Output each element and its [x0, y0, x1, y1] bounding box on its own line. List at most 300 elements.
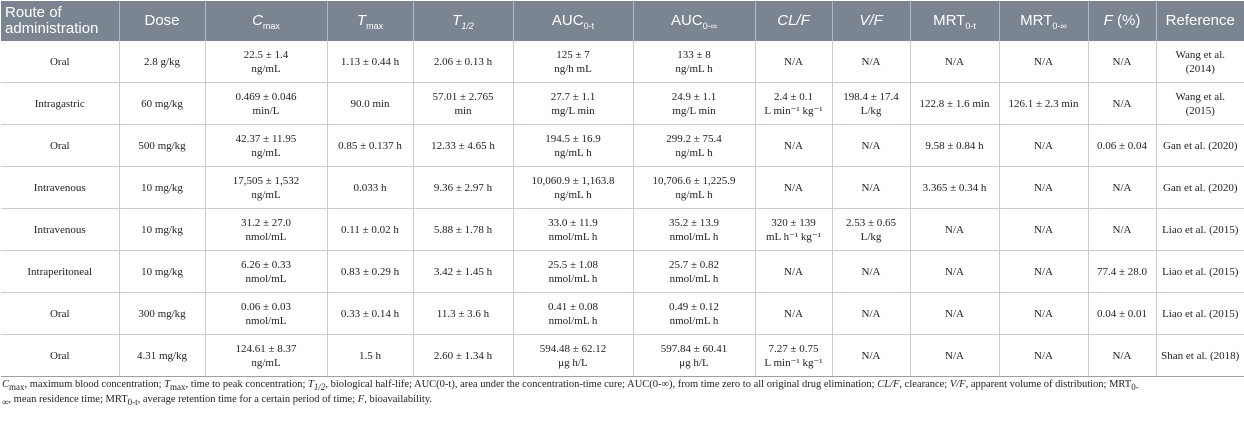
cell-t12	[413, 251, 513, 293]
cell-mrt0inf	[999, 167, 1088, 209]
header-dose-label: Dose	[144, 12, 180, 29]
cell-auc0t-line: 194.5 ± 16.9	[545, 132, 601, 145]
cell-auc0inf	[633, 83, 755, 125]
cell-clf-line: 7.27 ± 0.75	[768, 342, 819, 355]
cell-vf	[832, 293, 910, 335]
cell-dose-text: 10 mg/kg	[141, 265, 183, 278]
header-auc0t-subscript: 0-t	[583, 21, 595, 31]
cell-auc0inf-line: 25.7 ± 0.82	[668, 258, 720, 271]
cell-tmax-line: 0.033 h	[353, 181, 387, 194]
cell-mrt0inf-line: N/A	[1034, 349, 1053, 362]
cell-dose	[119, 83, 205, 125]
header-route-label: Route of administration	[5, 4, 99, 37]
cell-tmax	[327, 209, 413, 251]
cell-dose-text: 2.8 g/kg	[143, 55, 181, 68]
cell-mrt0t	[910, 335, 999, 377]
cell-mrt0t	[910, 167, 999, 209]
cell-reference	[1156, 209, 1244, 251]
cell-f-line: N/A	[1112, 181, 1132, 194]
cell-t12-line: 2.60 ± 1.34 h	[433, 349, 493, 362]
fn-mrtinf-symbol: MRT	[1109, 379, 1132, 390]
cell-auc0t-line: 27.7 ± 1.1	[550, 90, 596, 103]
cell-route-text: Oral	[49, 349, 70, 362]
header-tmax-subscript: max	[366, 21, 384, 31]
cell-clf	[755, 41, 832, 83]
cell-auc0inf	[633, 335, 755, 377]
cell-reference-text: Liao et al. (2015)	[1162, 307, 1239, 320]
cell-auc0inf	[633, 293, 755, 335]
cell-t12-line: 2.06 ± 0.13 h	[433, 55, 493, 68]
cell-tmax-line: 0.85 ± 0.137 h	[338, 139, 402, 152]
cell-f	[1088, 209, 1156, 251]
cell-vf-line: N/A	[861, 265, 881, 278]
cell-cmax-line: nmol/mL	[245, 272, 287, 285]
table-body	[1, 41, 1244, 377]
header-reference-label: Reference	[1165, 12, 1235, 29]
cell-auc0inf-line: nmol/mL h	[669, 314, 719, 327]
cell-route-text: Oral	[49, 307, 70, 320]
cell-auc0inf-line: 597.84 ± 60.41	[660, 342, 728, 355]
fn-mrtt-desc: , average retention time for a certain period of time;	[137, 394, 358, 405]
cell-auc0inf-line: nmol/mL h	[669, 230, 719, 243]
cell-cmax-line: 0.06 ± 0.03	[240, 300, 292, 313]
cell-reference	[1156, 293, 1244, 335]
cell-vf-line: N/A	[861, 139, 881, 152]
fn-mrtt-subscript: 0-t	[127, 397, 138, 408]
header-row	[1, 1, 1244, 41]
cell-vf-line: N/A	[861, 181, 881, 194]
cell-mrt0inf-line: N/A	[1034, 265, 1053, 278]
cell-auc0t-line: 25.5 ± 1.08	[547, 258, 599, 271]
cell-auc0inf-line: ng/mL h	[675, 146, 713, 159]
cell-clf	[755, 125, 832, 167]
cell-f	[1088, 41, 1156, 83]
cell-clf	[755, 167, 832, 209]
cell-mrt0inf-line: 126.1 ± 2.3 min	[1008, 97, 1079, 110]
cell-auc0t	[513, 251, 633, 293]
cell-route	[1, 83, 119, 125]
cell-cmax-line: 42.37 ± 11.95	[235, 132, 297, 145]
header-auc0t	[513, 1, 633, 41]
cell-t12	[413, 125, 513, 167]
cell-clf-line: N/A	[784, 265, 803, 278]
cell-dose-text: 500 mg/kg	[138, 139, 186, 152]
cell-mrt0t	[910, 125, 999, 167]
cell-clf-line: L min⁻¹ kg⁻¹	[764, 104, 823, 117]
cell-route	[1, 125, 119, 167]
cell-mrt0t	[910, 83, 999, 125]
cell-reference	[1156, 251, 1244, 293]
header-mrt0inf	[999, 1, 1088, 41]
cell-mrt0t	[910, 251, 999, 293]
header-cmax	[205, 1, 327, 41]
cell-t12	[413, 335, 513, 377]
header-t12-subscript: 1/2	[461, 21, 474, 31]
cell-reference-text: Wang et al. (2014)	[1175, 48, 1225, 75]
cell-clf	[755, 251, 832, 293]
cell-cmax	[205, 83, 327, 125]
fn-tmax-symbol: T	[164, 379, 171, 390]
cell-auc0inf-line: 299.2 ± 75.4	[666, 132, 722, 145]
cell-mrt0inf	[999, 83, 1088, 125]
cell-auc0t-line: 0.41 ± 0.08	[547, 300, 599, 313]
cell-auc0t	[513, 83, 633, 125]
cell-auc0inf-line: 35.2 ± 13.9	[668, 216, 720, 229]
fn-clf-desc: , clearance;	[899, 379, 950, 390]
cell-tmax	[327, 83, 413, 125]
cell-dose-text: 60 mg/kg	[141, 97, 183, 110]
cell-f	[1088, 293, 1156, 335]
cell-reference	[1156, 167, 1244, 209]
header-f-unit: (%)	[1112, 12, 1141, 29]
cell-clf-line: N/A	[784, 307, 803, 320]
cell-route	[1, 167, 119, 209]
cell-dose	[119, 293, 205, 335]
cell-cmax-line: min/L	[252, 104, 280, 117]
cell-vf-line: 2.53 ± 0.65	[845, 216, 897, 229]
cell-auc0t-line: nmol/mL h	[548, 230, 598, 243]
cell-clf	[755, 209, 832, 251]
cell-auc0inf-line: ng/mL h	[675, 188, 713, 201]
pharmacokinetics-table	[1, 1, 1244, 377]
cell-auc0inf-line: nmol/mL h	[669, 272, 719, 285]
fn-t12-desc: , biological half-life; AUC(0-t), area under the concentration-time cure; AUC(0-∞), from time zero to all original drug elimination;	[325, 379, 878, 390]
cell-dose	[119, 335, 205, 377]
cell-dose	[119, 251, 205, 293]
cell-f-line: 0.06 ± 0.04	[1096, 139, 1148, 152]
cell-route-text: Intravenous	[33, 223, 86, 236]
header-mrt0inf-symbol: MRT	[1020, 12, 1053, 29]
fn-mrtt-symbol: MRT	[105, 394, 128, 405]
cell-clf	[755, 293, 832, 335]
cell-mrt0t-line: 9.58 ± 0.84 h	[925, 139, 984, 152]
fn-clf-symbol: CL/F	[877, 379, 900, 390]
fn-f-desc: , bioavailability.	[364, 394, 433, 405]
header-route	[1, 1, 119, 41]
cell-f	[1088, 83, 1156, 125]
cell-dose	[119, 41, 205, 83]
cell-cmax	[205, 125, 327, 167]
cell-dose-text: 10 mg/kg	[141, 181, 183, 194]
cell-mrt0t	[910, 209, 999, 251]
cell-cmax	[205, 167, 327, 209]
cell-dose-text: 300 mg/kg	[138, 307, 186, 320]
cell-dose-text: 4.31 mg/kg	[136, 349, 188, 362]
cell-t12-line: min	[454, 104, 472, 117]
cell-route-text: Intragastric	[34, 97, 85, 110]
fn-cmax-desc: , maximum blood concentration;	[24, 379, 165, 390]
cell-mrt0t-line: 122.8 ± 1.6 min	[919, 97, 990, 110]
cell-tmax	[327, 125, 413, 167]
cell-auc0t	[513, 293, 633, 335]
cell-cmax-line: nmol/mL	[245, 314, 287, 327]
cell-vf-line: N/A	[861, 349, 881, 362]
cell-auc0inf-line: 10,706.6 ± 1,225.9	[652, 174, 736, 187]
cell-route	[1, 209, 119, 251]
fn-mrtinf-desc: , mean residence time;	[8, 394, 106, 405]
cell-mrt0t	[910, 41, 999, 83]
cell-clf	[755, 83, 832, 125]
header-dose	[119, 1, 205, 41]
header-mrt0t-symbol: MRT	[933, 12, 966, 29]
cell-cmax-line: nmol/mL	[245, 230, 287, 243]
header-cmax-subscript: max	[262, 21, 280, 31]
table-row	[1, 83, 1244, 125]
header-t12-symbol: T	[452, 12, 462, 29]
cell-f-line: 77.4 ± 28.0	[1096, 265, 1148, 278]
cell-reference-text: Liao et al. (2015)	[1162, 265, 1239, 278]
fn-cmax-symbol: C	[2, 379, 10, 390]
cell-auc0t-line: 33.0 ± 11.9	[548, 216, 598, 229]
cell-tmax-line: 0.11 ± 0.02 h	[341, 223, 399, 236]
cell-t12-line: 11.3 ± 3.6 h	[436, 307, 490, 320]
fn-cmax-subscript: max	[9, 382, 25, 393]
cell-clf-line: N/A	[784, 55, 803, 68]
cell-f	[1088, 125, 1156, 167]
fn-tmax-subscript: max	[170, 382, 186, 393]
header-tmax-symbol: T	[356, 12, 367, 29]
cell-clf	[755, 335, 832, 377]
cell-auc0t	[513, 167, 633, 209]
cell-tmax	[327, 251, 413, 293]
cell-dose	[119, 125, 205, 167]
header-auc0inf-symbol: AUC	[670, 12, 703, 29]
cell-f-line: N/A	[1112, 349, 1132, 362]
cell-t12-line: 3.42 ± 1.45 h	[433, 265, 493, 278]
cell-route-text: Oral	[49, 55, 70, 68]
cell-mrt0inf	[999, 41, 1088, 83]
table-row	[1, 167, 1244, 209]
cell-t12-line: 9.36 ± 2.97 h	[433, 181, 493, 194]
cell-dose-text: 10 mg/kg	[141, 223, 183, 236]
cell-reference-text: Wang et al. (2015)	[1175, 90, 1225, 117]
cell-vf	[832, 251, 910, 293]
table-row	[1, 41, 1244, 83]
cell-clf-line: N/A	[784, 139, 803, 152]
cell-mrt0inf-line: N/A	[1034, 307, 1053, 320]
cell-f	[1088, 335, 1156, 377]
cell-reference	[1156, 335, 1244, 377]
cell-vf-line: 198.4 ± 17.4	[843, 90, 899, 103]
cell-mrt0inf-line: N/A	[1034, 181, 1053, 194]
cell-cmax-line: ng/mL	[251, 62, 281, 75]
cell-mrt0inf	[999, 209, 1088, 251]
header-clf	[755, 1, 832, 41]
cell-vf	[832, 335, 910, 377]
cell-clf-line: N/A	[784, 181, 803, 194]
cell-cmax-line: ng/mL	[251, 146, 281, 159]
cell-f-line: N/A	[1112, 97, 1132, 110]
header-clf-label: CL/F	[777, 12, 810, 29]
cell-vf	[832, 167, 910, 209]
cell-vf	[832, 41, 910, 83]
cell-auc0t	[513, 335, 633, 377]
cell-cmax-line: ng/mL	[251, 356, 281, 369]
header-mrt0t-subscript: 0-t	[965, 21, 976, 31]
header-auc0t-symbol: AUC	[551, 12, 584, 29]
cell-reference-text: Gan et al. (2020)	[1162, 181, 1238, 194]
cell-cmax-line: 17,505 ± 1,532	[232, 174, 300, 187]
cell-tmax-line: 1.13 ± 0.44 h	[340, 55, 400, 68]
cell-t12-line: 57.01 ± 2.765	[432, 90, 494, 103]
cell-mrt0t-line: N/A	[945, 265, 964, 278]
cell-dose	[119, 209, 205, 251]
cell-auc0inf-line: μg h/L	[679, 356, 709, 369]
cell-t12-line: 12.33 ± 4.65 h	[431, 139, 495, 152]
table-row	[1, 251, 1244, 293]
fn-vf-desc: , apparent volume of distribution;	[965, 379, 1110, 390]
cell-mrt0t-line: N/A	[945, 307, 964, 320]
fn-t12-subscript: 1/2	[313, 382, 326, 393]
cell-cmax-line: 0.469 ± 0.046	[235, 90, 297, 103]
cell-f-line: N/A	[1112, 223, 1132, 236]
cell-f	[1088, 251, 1156, 293]
cell-t12	[413, 41, 513, 83]
header-auc0inf-subscript: 0-∞	[702, 21, 718, 31]
header-f-symbol: F	[1103, 12, 1113, 29]
cell-auc0inf-line: ng/mL h	[675, 62, 713, 75]
cell-reference-text: Shan et al. (2018)	[1161, 349, 1240, 362]
header-auc0inf	[633, 1, 755, 41]
cell-clf-line: L min⁻¹ kg⁻¹	[764, 356, 823, 369]
cell-mrt0inf	[999, 335, 1088, 377]
cell-mrt0t-line: N/A	[945, 349, 964, 362]
cell-t12-line: 5.88 ± 1.78 h	[433, 223, 493, 236]
fn-t12-symbol: T	[308, 379, 314, 390]
cell-auc0t-line: ng/mL h	[554, 146, 592, 159]
cell-t12	[413, 209, 513, 251]
cell-vf	[832, 125, 910, 167]
cell-mrt0inf	[999, 293, 1088, 335]
table-row	[1, 209, 1244, 251]
header-vf-label: V/F	[859, 12, 883, 29]
fn-vf-symbol: V/F	[949, 379, 966, 390]
cell-vf	[832, 209, 910, 251]
table-row	[1, 335, 1244, 377]
cell-t12	[413, 83, 513, 125]
cell-auc0inf-line: 133 ± 8	[677, 48, 711, 61]
header-f	[1088, 1, 1156, 41]
header-mrt0t	[910, 1, 999, 41]
cell-auc0t	[513, 41, 633, 83]
cell-f	[1088, 167, 1156, 209]
cell-reference	[1156, 125, 1244, 167]
cell-f-line: 0.04 ± 0.01	[1096, 307, 1148, 320]
fn-tmax-desc: , time to peak concentration;	[185, 379, 309, 390]
cell-mrt0t-line: N/A	[945, 55, 964, 68]
cell-auc0inf-line: 0.49 ± 0.12	[668, 300, 720, 313]
cell-auc0inf	[633, 125, 755, 167]
cell-mrt0inf-line: N/A	[1034, 55, 1053, 68]
cell-f-line: N/A	[1112, 55, 1132, 68]
header-mrt0inf-subscript: 0-∞	[1052, 21, 1067, 31]
cell-mrt0inf-line: N/A	[1034, 223, 1053, 236]
cell-auc0t-line: μg h/L	[558, 356, 588, 369]
cell-vf	[832, 83, 910, 125]
cell-mrt0inf-line: N/A	[1034, 139, 1053, 152]
cell-auc0inf	[633, 251, 755, 293]
cell-tmax	[327, 335, 413, 377]
cell-cmax	[205, 41, 327, 83]
cell-tmax	[327, 167, 413, 209]
cell-clf-line: 2.4 ± 0.1	[773, 90, 814, 103]
cell-route	[1, 293, 119, 335]
cell-tmax	[327, 293, 413, 335]
cell-tmax	[327, 41, 413, 83]
cell-cmax	[205, 335, 327, 377]
cell-mrt0t	[910, 293, 999, 335]
cell-auc0inf	[633, 167, 755, 209]
cell-auc0t-line: mg/L min	[551, 104, 595, 117]
cell-auc0t-line: 10,060.9 ± 1,163.8	[531, 174, 615, 187]
header-t12	[413, 1, 513, 41]
header-vf	[832, 1, 910, 41]
cell-vf-line: N/A	[861, 55, 881, 68]
cell-cmax	[205, 209, 327, 251]
cell-vf-line: L/kg	[860, 104, 882, 117]
cell-clf-line: 320 ± 139	[771, 216, 816, 229]
cell-auc0t-line: nmol/mL h	[548, 272, 598, 285]
cell-route	[1, 251, 119, 293]
cell-route-text: Oral	[49, 139, 70, 152]
cell-auc0t-line: nmol/mL h	[548, 314, 598, 327]
cell-auc0t-line: 125 ± 7	[556, 48, 590, 61]
cell-cmax	[205, 293, 327, 335]
cell-tmax-line: 0.33 ± 0.14 h	[340, 307, 400, 320]
header-cmax-symbol: C	[252, 12, 263, 29]
cell-auc0t-line: ng/h mL	[554, 62, 592, 75]
cell-vf-line: L/kg	[860, 230, 882, 243]
cell-auc0t-line: 594.48 ± 62.12	[539, 342, 607, 355]
table-row	[1, 125, 1244, 167]
cell-cmax-line: 124.61 ± 8.37	[235, 342, 297, 355]
cell-mrt0t-line: N/A	[945, 223, 964, 236]
cell-route-text: Intravenous	[33, 181, 86, 194]
cell-reference	[1156, 41, 1244, 83]
table-footnote	[2, 377, 1142, 407]
cell-reference-text: Gan et al. (2020)	[1162, 139, 1238, 152]
cell-auc0t	[513, 209, 633, 251]
cell-auc0inf	[633, 41, 755, 83]
cell-mrt0t-line: 3.365 ± 0.34 h	[922, 181, 987, 194]
cell-route-text: Intraperitoneal	[27, 265, 93, 278]
header-reference	[1156, 1, 1244, 41]
fn-mrtinf-subscript: 0-∞	[2, 382, 1139, 408]
cell-auc0inf-line: mg/L min	[672, 104, 716, 117]
cell-cmax-line: 22.5 ± 1.4	[243, 48, 289, 61]
table-row	[1, 293, 1244, 335]
cell-reference-text: Liao et al. (2015)	[1162, 223, 1239, 236]
cell-auc0t-line: ng/mL h	[554, 188, 592, 201]
cell-cmax-line: ng/mL	[251, 188, 281, 201]
cell-t12	[413, 167, 513, 209]
cell-route	[1, 335, 119, 377]
cell-vf-line: N/A	[861, 307, 881, 320]
cell-tmax-line: 90.0 min	[350, 97, 390, 110]
cell-cmax	[205, 251, 327, 293]
cell-tmax-line: 0.83 ± 0.29 h	[340, 265, 400, 278]
cell-mrt0inf	[999, 125, 1088, 167]
cell-clf-line: mL h⁻¹ kg⁻¹	[765, 230, 822, 243]
cell-mrt0inf	[999, 251, 1088, 293]
cell-cmax-line: 31.2 ± 27.0	[240, 216, 292, 229]
fn-f-symbol: F	[357, 394, 365, 405]
cell-route	[1, 41, 119, 83]
cell-auc0inf	[633, 209, 755, 251]
cell-dose	[119, 167, 205, 209]
cell-auc0t	[513, 125, 633, 167]
cell-cmax-line: 6.26 ± 0.33	[240, 258, 292, 271]
